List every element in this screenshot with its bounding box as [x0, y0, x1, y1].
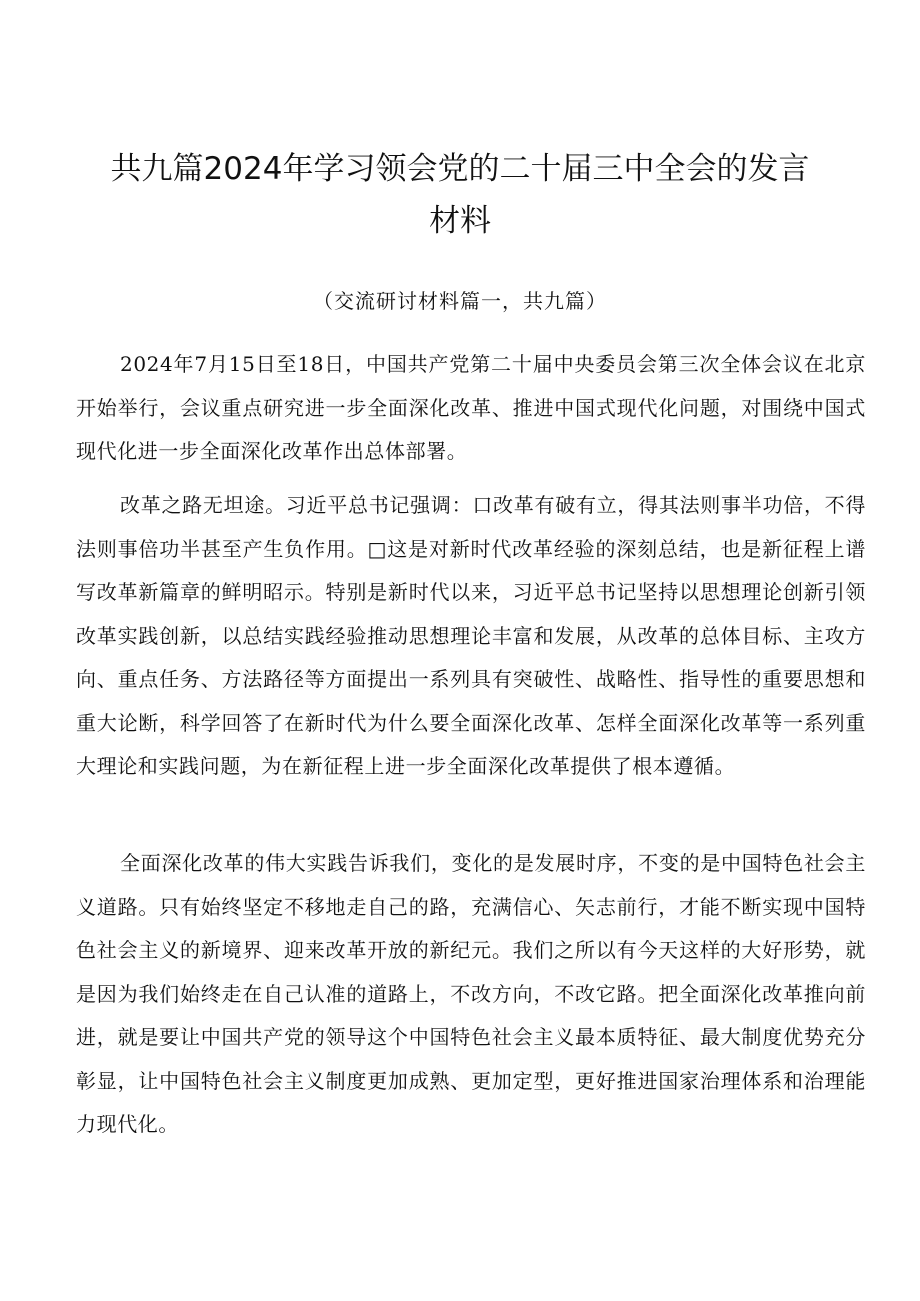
document-subtitle: （交流研讨材料篇一，共九篇）	[313, 289, 607, 313]
paragraph-2: 改革之路无坦途。习近平总书记强调：口改革有破有立，得其法则事半功倍，不得法则事倍功半甚至产生负作用。□这是对新时代改革经验的深刻总结，也是新征程上谱写改革新篇章的鲜明昭示。特别是新时代以来，习近平总书记坚持以思想理论创新引领改革实践创新，以总结实践经验推动思想理论丰富和发展，从改革的总体目标、主攻方向、重点任务、方法路径等方面提出一系列具有突破性、战略性、指导性的重要思想和重大论断，科学回答了在新时代为什么要全面深化改革、怎样全面深化改革等一系列重大理论和实践问题，为在新征程上进一步全面深化改革提供了根本遵循。	[76, 493, 866, 778]
document-title: 共九篇2024年学习领会党的二十届三中全会的发言材料	[110, 150, 810, 239]
paragraph-3: 全面深化改革的伟大实践告诉我们，变化的是发展时序，不变的是中国特色社会主义道路。只有始终坚定不移地走自己的路，充满信心、矢志前行，才能不断实现中国特色社会主义的新境界、迎来改革开放的新纪元。我们之所以有今天这样的大好形势，就是因为我们始终走在自己认准的道路上，不改方向，不改它路。把全面深化改革推向前进，就是要让中国共产党的领导这个中国特色社会主义最本质特征、最大制度优势充分彰显，让中国特色社会主义制度更加成熟、更加定型，更好推进国家治理体系和治理能力现代化。	[76, 851, 866, 1136]
paragraph-1: 2024年7月15日至18日，中国共产党第二十届中央委员会第三次全体会议在北京开始举行，会议重点研究进一步全面深化改革、推进中国式现代化问题，对围绕中国式现代化进一步全面深化改革作出总体部署。	[76, 352, 866, 463]
